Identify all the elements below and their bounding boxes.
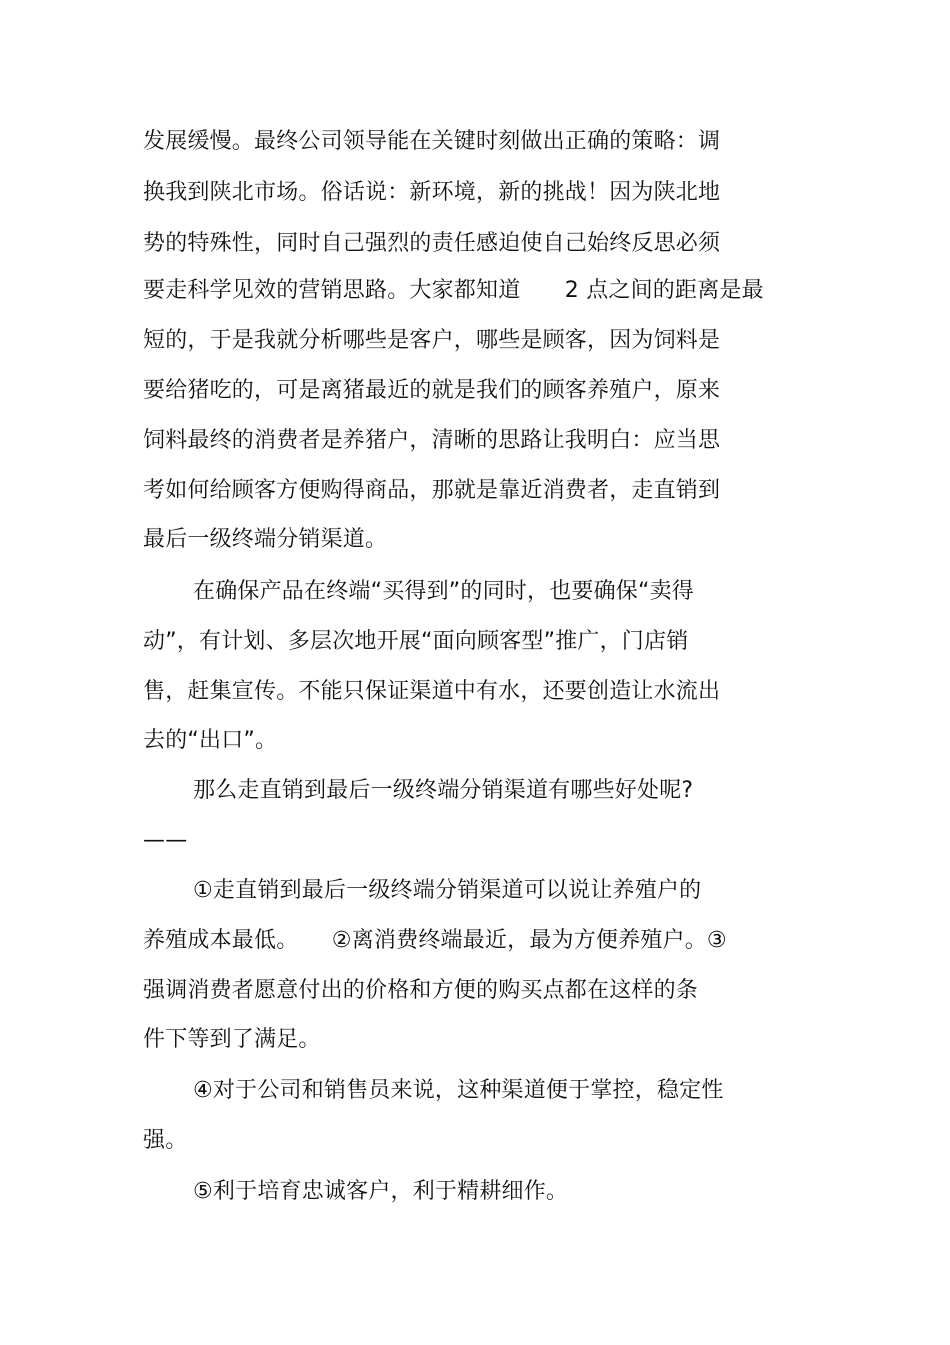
text-line: ⑤利于培育忠诚客户，利于精耕细作。 [193,1179,569,1204]
text-line: 件下等到了满足。 [143,1027,321,1052]
text-line: 势的特殊性，同时自己强烈的责任感迫使自己始终反思必须 [143,231,721,256]
text-line: ①走直销到最后一级终端分销渠道可以说让养殖户的 [193,878,702,903]
text-line: 要走科学见效的营销思路。大家都知道 2 点之间的距离是最 [143,278,764,303]
text-line: 饲料最终的消费者是养猪户，清晰的思路让我明白：应当思 [143,428,721,453]
text-line: 去的“出口”。 [143,728,278,753]
text-line: 在确保产品在终端“买得到”的同时，也要确保“卖得 [193,579,694,604]
text-line: 强。 [143,1128,188,1153]
text-line: 短的，于是我就分析哪些是客户，哪些是顾客，因为饲料是 [143,328,721,353]
text-line: 那么走直销到最后一级终端分销渠道有哪些好处呢? [193,778,694,803]
text-line: 强调消费者愿意付出的价格和方便的购买点都在这样的条 [143,978,699,1003]
text-line: ④对于公司和销售员来说，这种渠道便于掌控，稳定性 [193,1078,724,1103]
text-line: 考如何给顾客方便购得商品，那就是靠近消费者，走直销到 [143,478,721,503]
text-line: 发展缓慢。最终公司领导能在关键时刻做出正确的策略：调 [143,129,721,154]
text-line: 售，赶集宣传。不能只保证渠道中有水，还要创造让水流出 [143,679,721,704]
text-line: 最后一级终端分销渠道。 [143,527,388,552]
text-line: 换我到陕北市场。俗话说：新环境，新的挑战！因为陕北地 [143,180,721,205]
text-line: 养殖成本最低。 ②离消费终端最近，最为方便养殖户。③ [143,928,727,953]
text-line: 动”，有计划、多层次地开展“面向顾客型”推广，门店销 [143,629,689,654]
text-line: 要给猪吃的，可是离猪最近的就是我们的顾客养殖户，原来 [143,378,721,403]
text-line: —— [143,828,188,853]
